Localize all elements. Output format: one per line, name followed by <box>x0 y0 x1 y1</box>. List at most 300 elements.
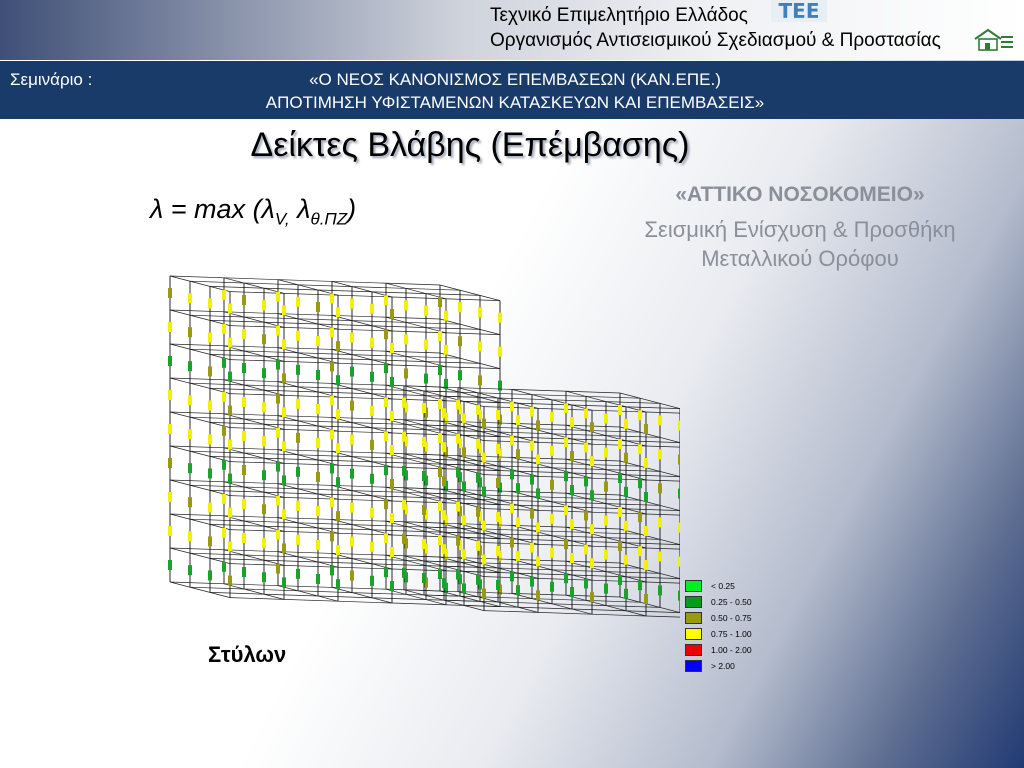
column-damage-marker <box>438 331 442 341</box>
formula-sub-theta: θ.ΠΖ <box>310 209 348 229</box>
frame-beam <box>278 552 338 568</box>
column-damage-marker <box>336 443 340 453</box>
column-damage-marker <box>644 594 648 604</box>
frame-beam <box>332 349 392 365</box>
column-damage-marker <box>422 403 426 413</box>
column-damage-marker <box>638 478 642 488</box>
frame-beam <box>190 383 460 392</box>
column-damage-marker <box>296 399 300 409</box>
frame-beam <box>170 514 230 530</box>
column-damage-marker <box>316 540 320 550</box>
column-damage-marker <box>458 302 462 312</box>
legend-swatch <box>685 612 702 624</box>
column-damage-marker <box>282 509 286 519</box>
frame-beam <box>170 310 440 319</box>
column-damage-marker <box>296 331 300 341</box>
column-damage-marker <box>442 442 446 452</box>
column-damage-marker <box>624 487 628 497</box>
column-damage-marker <box>550 514 554 524</box>
formula-lhs: λ = max (λ <box>150 194 275 224</box>
column-damage-marker <box>638 410 642 420</box>
column-damage-marker <box>678 421 680 431</box>
frame-beam <box>190 281 460 290</box>
project-description-line2: Μεταλλικού Ορόφου <box>701 246 899 271</box>
column-damage-marker <box>276 326 280 336</box>
column-damage-marker <box>584 578 588 588</box>
column-damage-marker <box>422 437 426 447</box>
column-damage-marker <box>208 400 212 410</box>
column-damage-marker <box>242 533 246 543</box>
column-damage-marker <box>168 424 172 434</box>
frame-beam <box>230 292 500 301</box>
project-description-line1: Σεισμική Ενίσχυση & Προσθήκη <box>644 217 956 242</box>
frame-beam <box>170 310 230 326</box>
structural-frame-model-image <box>160 250 680 690</box>
column-damage-marker <box>208 332 212 342</box>
column-damage-marker <box>456 570 460 580</box>
frame-beam <box>278 382 338 398</box>
column-damage-marker <box>168 458 172 468</box>
column-damage-marker <box>638 546 642 556</box>
column-damage-marker <box>276 292 280 302</box>
column-damage-marker <box>462 481 466 491</box>
column-damage-marker <box>658 585 662 595</box>
column-damage-marker <box>208 366 212 376</box>
column-damage-marker <box>424 340 428 350</box>
column-damage-marker <box>242 567 246 577</box>
column-damage-marker <box>476 507 480 517</box>
column-damage-marker <box>678 489 680 499</box>
column-damage-marker <box>384 431 388 441</box>
column-damage-marker <box>422 539 426 549</box>
column-damage-marker <box>262 300 266 310</box>
column-damage-marker <box>316 336 320 346</box>
column-damage-marker <box>496 580 500 590</box>
seminar-title-line1: «Ο ΝΕΟΣ ΚΑΝΟΝΙΣΜΟΣ ΕΠΕΜΒΑΣΕΩΝ (ΚΑΝ.ΕΠΕ.) <box>309 70 721 89</box>
column-damage-marker <box>228 474 232 484</box>
seminar-title-line2: ΑΠΟΤΙΜΗΣΗ ΥΦΙΣΤΑΜΕΝΩΝ ΚΑΤΑΣΚΕΥΩΝ ΚΑΙ ΕΠΕΜΒΑΣΕΙΣ» <box>265 93 765 112</box>
frame-beam <box>170 276 230 292</box>
column-damage-marker <box>330 429 334 439</box>
column-damage-marker <box>296 433 300 443</box>
frame-beam <box>170 582 440 591</box>
column-damage-marker <box>282 339 286 349</box>
column-damage-marker <box>208 298 212 308</box>
column-damage-marker <box>350 435 354 445</box>
frame-beam <box>440 523 500 539</box>
column-damage-marker <box>536 556 540 566</box>
legend-label: > 2.00 <box>711 661 735 671</box>
column-damage-marker <box>276 360 280 370</box>
damage-index-formula <box>150 194 356 229</box>
column-damage-marker <box>282 475 286 485</box>
column-damage-marker <box>536 420 540 430</box>
column-damage-marker <box>188 497 192 507</box>
column-damage-marker <box>336 307 340 317</box>
column-damage-marker <box>228 338 232 348</box>
frame-beam <box>190 553 460 562</box>
column-damage-marker <box>222 324 226 334</box>
column-damage-marker <box>564 505 568 515</box>
column-damage-marker <box>590 456 594 466</box>
frame-beam <box>386 351 446 367</box>
damage-index-legend <box>685 578 755 672</box>
column-damage-marker <box>604 516 608 526</box>
column-damage-marker <box>168 526 172 536</box>
column-damage-marker <box>496 444 500 454</box>
column-damage-marker <box>536 590 540 600</box>
column-damage-marker <box>242 397 246 407</box>
column-damage-marker <box>624 521 628 531</box>
frame-beam <box>332 485 392 501</box>
column-damage-marker <box>188 429 192 439</box>
frame-beam <box>278 280 338 296</box>
column-damage-marker <box>262 436 266 446</box>
column-damage-marker <box>496 546 500 556</box>
column-damage-marker <box>536 454 540 464</box>
frame-beam <box>190 485 460 494</box>
column-damage-marker <box>390 547 394 557</box>
column-damage-marker <box>242 363 246 373</box>
column-damage-marker <box>618 439 622 449</box>
column-damage-marker <box>482 589 486 599</box>
column-damage-marker <box>624 589 628 599</box>
column-damage-marker <box>462 413 466 423</box>
column-damage-marker <box>638 580 642 590</box>
column-damage-marker <box>336 375 340 385</box>
column-damage-marker <box>316 404 320 414</box>
column-damage-marker <box>638 512 642 522</box>
column-damage-marker <box>188 293 192 303</box>
frame-beam <box>190 519 460 528</box>
column-damage-marker <box>510 401 514 411</box>
column-damage-marker <box>618 575 622 585</box>
column-damage-marker <box>168 356 172 366</box>
frame-beam <box>170 344 440 353</box>
column-damage-marker <box>584 408 588 418</box>
column-damage-marker <box>222 494 226 504</box>
frame-beam <box>224 414 284 430</box>
column-damage-marker <box>262 334 266 344</box>
column-damage-marker <box>442 476 446 486</box>
frame-beam <box>278 518 338 534</box>
column-damage-marker <box>536 522 540 532</box>
frame-beam <box>440 557 500 573</box>
column-damage-marker <box>350 367 354 377</box>
frame-beam <box>210 286 480 295</box>
column-damage-marker <box>530 543 534 553</box>
column-damage-marker <box>370 372 374 382</box>
column-damage-marker <box>404 368 408 378</box>
column-damage-marker <box>510 537 514 547</box>
column-damage-marker <box>350 469 354 479</box>
column-damage-marker <box>530 509 534 519</box>
column-damage-marker <box>564 539 568 549</box>
column-damage-marker <box>402 432 406 442</box>
column-damage-marker <box>316 438 320 448</box>
column-damage-marker <box>438 297 442 307</box>
column-damage-marker <box>482 453 486 463</box>
column-damage-marker <box>188 565 192 575</box>
frame-beam <box>386 555 446 571</box>
frame-beam <box>332 417 392 433</box>
frame-beam <box>386 419 446 435</box>
column-damage-marker <box>496 478 500 488</box>
column-damage-marker <box>390 309 394 319</box>
frame-beam <box>278 484 338 500</box>
column-damage-marker <box>404 300 408 310</box>
column-damage-marker <box>476 473 480 483</box>
column-damage-marker <box>282 305 286 315</box>
column-damage-marker <box>370 304 374 314</box>
column-damage-marker <box>570 451 574 461</box>
column-damage-marker <box>442 510 446 520</box>
column-damage-marker <box>208 434 212 444</box>
frame-beam <box>170 412 230 428</box>
legend-item <box>685 626 755 642</box>
column-damage-marker <box>550 412 554 422</box>
frame-beam <box>386 521 446 537</box>
column-damage-marker <box>242 329 246 339</box>
seminar-banner <box>0 61 1024 119</box>
column-damage-marker <box>188 361 192 371</box>
column-damage-marker <box>188 463 192 473</box>
column-damage-marker <box>444 311 448 321</box>
column-damage-marker <box>336 511 340 521</box>
column-damage-marker <box>550 480 554 490</box>
column-damage-marker <box>336 545 340 555</box>
column-damage-marker <box>330 497 334 507</box>
column-damage-marker <box>456 502 460 512</box>
frame-beam <box>332 451 392 467</box>
column-damage-marker <box>510 571 514 581</box>
column-damage-marker <box>208 468 212 478</box>
frame-beam <box>190 315 460 324</box>
column-damage-marker <box>496 512 500 522</box>
frame-beam <box>224 346 284 362</box>
frame-beam <box>210 456 480 465</box>
column-damage-marker <box>242 431 246 441</box>
column-damage-marker <box>618 507 622 517</box>
frame-beam <box>332 587 392 603</box>
column-damage-marker <box>296 467 300 477</box>
column-damage-marker <box>678 557 680 567</box>
column-damage-marker <box>390 445 394 455</box>
column-damage-marker <box>482 521 486 531</box>
project-name: «ΑΤΤΙΚΟ ΝΟΣΟΚΟΜΕΙΟ» <box>675 183 925 206</box>
column-damage-marker <box>222 460 226 470</box>
column-damage-marker <box>296 297 300 307</box>
column-damage-marker <box>390 479 394 489</box>
formula-sub-v: V, <box>274 209 290 229</box>
legend-item <box>685 642 755 658</box>
column-damage-marker <box>422 471 426 481</box>
column-damage-marker <box>516 585 520 595</box>
column-damage-marker <box>350 299 354 309</box>
column-damage-marker <box>350 571 354 581</box>
column-damage-marker <box>276 530 280 540</box>
column-damage-marker <box>496 410 500 420</box>
column-damage-marker <box>296 569 300 579</box>
column-damage-marker <box>296 535 300 545</box>
column-damage-marker <box>458 336 462 346</box>
column-damage-marker <box>276 394 280 404</box>
column-damage-marker <box>384 533 388 543</box>
frame-beam <box>440 319 500 335</box>
column-damage-marker <box>228 576 232 586</box>
column-damage-marker <box>678 591 680 601</box>
column-damage-marker <box>370 576 374 586</box>
column-damage-marker <box>590 524 594 534</box>
column-damage-marker <box>462 515 466 525</box>
column-damage-marker <box>336 579 340 589</box>
column-damage-marker <box>482 487 486 497</box>
frame-beam <box>386 453 446 469</box>
agency-name: Οργανισμός Αντισεισμικού Σχεδιασμού & Προστασίας <box>490 30 941 51</box>
column-damage-marker <box>316 472 320 482</box>
column-damage-marker <box>424 374 428 384</box>
column-damage-marker <box>262 504 266 514</box>
column-damage-marker <box>550 548 554 558</box>
frame-beam <box>170 446 440 455</box>
frame-beam <box>190 417 460 426</box>
column-damage-marker <box>336 409 340 419</box>
frame-beam <box>278 348 338 364</box>
frame-beam <box>440 489 500 505</box>
column-damage-marker <box>658 449 662 459</box>
column-damage-marker <box>228 508 232 518</box>
column-damage-marker <box>530 407 534 417</box>
seminar-label: Σεμινάριο : <box>10 70 93 89</box>
legend-swatch <box>685 644 702 656</box>
column-damage-marker <box>476 439 480 449</box>
frame-beam <box>190 349 460 358</box>
column-damage-marker <box>296 365 300 375</box>
column-damage-marker <box>604 414 608 424</box>
column-damage-marker <box>644 560 648 570</box>
oasp-house-logo-icon <box>972 27 1014 53</box>
formula-rhs: ) <box>347 194 357 224</box>
column-damage-marker <box>276 564 280 574</box>
column-damage-marker <box>456 400 460 410</box>
column-damage-marker <box>188 531 192 541</box>
column-damage-marker <box>644 492 648 502</box>
column-damage-marker <box>510 469 514 479</box>
column-damage-marker <box>438 467 442 477</box>
column-damage-marker <box>262 572 266 582</box>
column-damage-marker <box>350 333 354 343</box>
column-damage-marker <box>618 405 622 415</box>
column-damage-marker <box>390 343 394 353</box>
column-damage-marker <box>590 592 594 602</box>
column-damage-marker <box>336 341 340 351</box>
column-damage-marker <box>276 428 280 438</box>
frame-beam <box>210 320 480 329</box>
column-damage-marker <box>390 513 394 523</box>
column-damage-marker <box>330 293 334 303</box>
column-damage-marker <box>384 397 388 407</box>
column-damage-marker <box>422 573 426 583</box>
column-damage-marker <box>222 562 226 572</box>
column-damage-marker <box>498 347 502 357</box>
frame-beam <box>170 378 230 394</box>
column-damage-marker <box>584 544 588 554</box>
column-damage-marker <box>282 577 286 587</box>
column-damage-marker <box>316 302 320 312</box>
column-damage-marker <box>458 370 462 380</box>
frame-beam <box>386 385 446 401</box>
frame-beam <box>170 412 440 421</box>
column-damage-marker <box>624 419 628 429</box>
column-damage-marker <box>350 503 354 513</box>
column-damage-marker <box>516 517 520 527</box>
frame-beam <box>440 591 500 607</box>
frame-beam <box>386 317 446 333</box>
frame-beam <box>224 482 284 498</box>
frame-beam <box>332 383 392 399</box>
column-damage-marker <box>384 295 388 305</box>
column-damage-marker <box>570 553 574 563</box>
column-damage-marker <box>442 544 446 554</box>
organization-name: Τεχνικό Επιμελητήριο Ελλάδος <box>490 5 748 26</box>
column-damage-marker <box>228 372 232 382</box>
frame-beam <box>440 387 500 403</box>
column-damage-marker <box>390 411 394 421</box>
column-damage-marker <box>296 501 300 511</box>
column-damage-marker <box>438 365 442 375</box>
column-damage-marker <box>222 358 226 368</box>
frame-beam <box>224 550 284 566</box>
frame-beam <box>210 592 480 601</box>
column-damage-marker <box>456 434 460 444</box>
legend-label: < 0.25 <box>711 581 735 591</box>
frame-beam <box>278 314 338 330</box>
column-damage-marker <box>624 453 628 463</box>
column-damage-marker <box>168 288 172 298</box>
column-damage-marker <box>644 424 648 434</box>
column-damage-marker <box>402 500 406 510</box>
column-damage-marker <box>590 558 594 568</box>
column-damage-marker <box>584 476 588 486</box>
column-damage-marker <box>618 473 622 483</box>
legend-label: 0.25 - 0.50 <box>711 597 752 607</box>
frame-beam <box>332 315 392 331</box>
column-damage-marker <box>228 304 232 314</box>
column-damage-marker <box>228 406 232 416</box>
formula-mid: λ <box>289 194 311 224</box>
column-damage-marker <box>438 433 442 443</box>
column-damage-marker <box>482 555 486 565</box>
column-damage-marker <box>228 440 232 450</box>
column-damage-marker <box>402 466 406 476</box>
column-damage-marker <box>564 471 568 481</box>
column-damage-marker <box>370 474 374 484</box>
frame-beam <box>170 548 230 564</box>
column-damage-marker <box>530 475 534 485</box>
frame-beam <box>190 587 460 596</box>
column-damage-marker <box>590 422 594 432</box>
column-damage-marker <box>330 395 334 405</box>
model-caption: Στύλων <box>208 642 287 667</box>
frame-beam <box>224 380 284 396</box>
column-damage-marker <box>262 402 266 412</box>
column-damage-marker <box>370 406 374 416</box>
column-damage-marker <box>678 455 680 465</box>
column-damage-marker <box>438 535 442 545</box>
column-damage-marker <box>330 565 334 575</box>
column-damage-marker <box>550 582 554 592</box>
column-damage-marker <box>570 485 574 495</box>
